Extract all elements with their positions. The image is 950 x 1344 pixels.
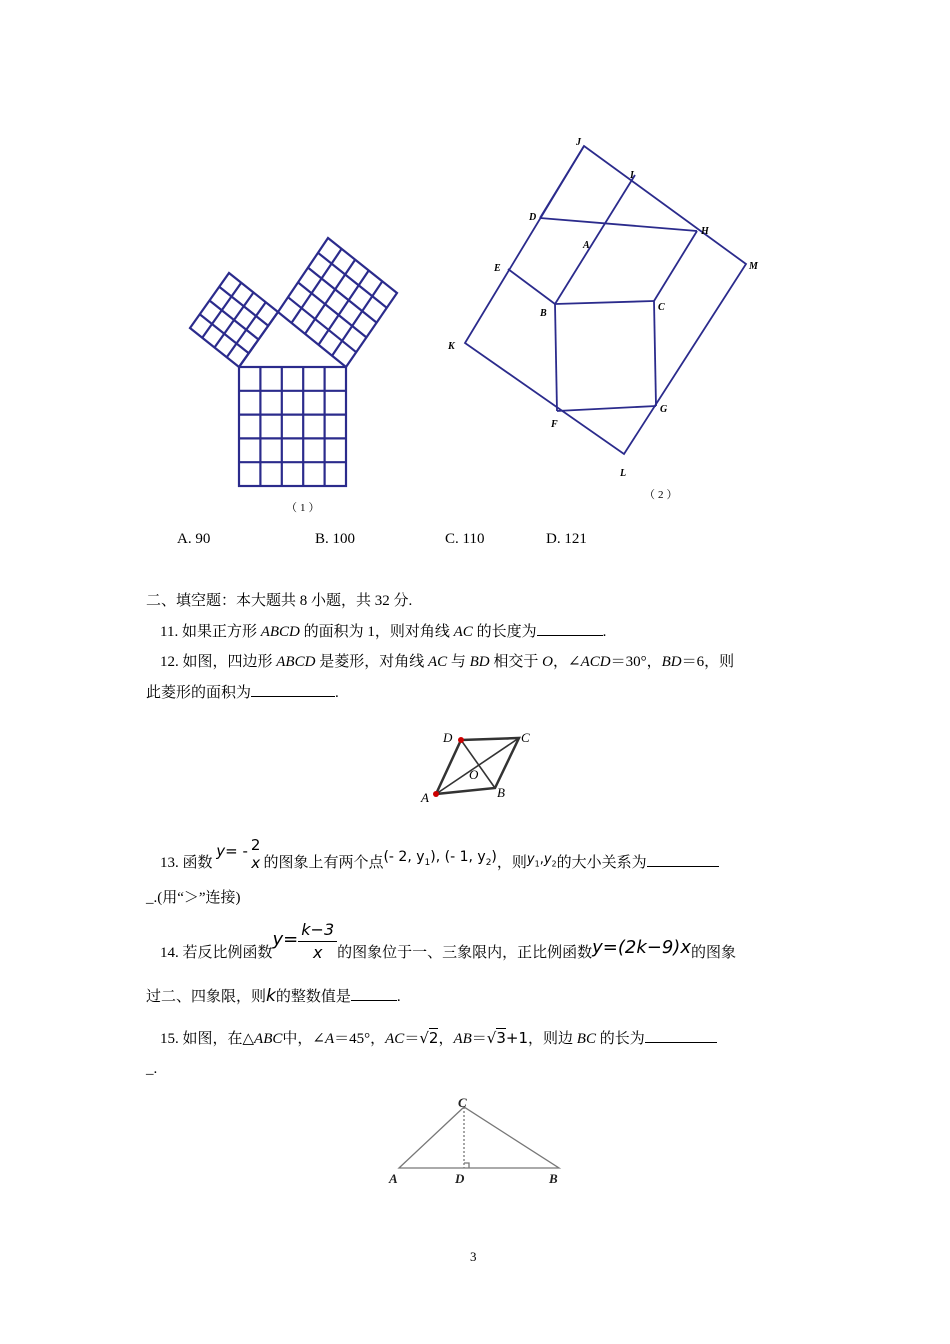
rhombus-label-b: B [497, 785, 505, 800]
figure-1-caption: （1） [286, 502, 323, 514]
label-a: A [583, 240, 590, 251]
question-13: 13. 函数 y= - 2 x 的图象上有两个点(- 2, $y_1$), (- 1, $y_2$)，则$y_1,y_2$的大小关系为 [146, 842, 825, 884]
triangle-label-c: C [458, 1095, 467, 1110]
label-g: G [660, 404, 668, 415]
question-13-line-2: _.(用“＞”连接) [146, 890, 241, 906]
label-b: B [540, 308, 547, 319]
rhombus-label-c: C [521, 730, 530, 745]
option-a: A. 90 [177, 531, 211, 547]
label-c: C [658, 302, 665, 313]
label-m: M [749, 261, 758, 272]
triangle-label-b: B [549, 1171, 558, 1186]
triangle-label-d: D [455, 1171, 465, 1186]
question-14-line-2: 过二、四象限，则k的整数值是 . [146, 986, 401, 1006]
answer-blank-12[interactable] [251, 682, 335, 697]
answer-blank-15[interactable] [645, 1028, 717, 1043]
option-c: C. 110 [445, 531, 485, 547]
figure-1-grid-squares [180, 230, 410, 530]
triangle-figure [380, 1090, 580, 1190]
label-f: F [551, 419, 558, 430]
question-12-line-2: 此菱形的面积为 . [146, 682, 811, 704]
label-l: L [620, 468, 627, 479]
label-d: D [529, 212, 537, 223]
question-12: 12. 如图，四边形 ABCD 是菱形，对角线 AC 与 BD 相交于 O，∠ACD＝30°，BD＝6，则 [160, 654, 735, 670]
fraction-k-minus-3-over-x: $\frac{k-3}{x}$ [298, 919, 337, 964]
answer-blank-14[interactable] [351, 986, 397, 1001]
answer-blank-11[interactable] [537, 621, 603, 636]
label-j: J [576, 137, 581, 148]
section-2-heading: 二、填空题：本大题共 8 小题，共 32 分. [146, 593, 413, 609]
label-h: H [701, 226, 709, 237]
page-number: 3 [470, 1249, 477, 1264]
label-i: I [630, 170, 634, 181]
fraction-2-over-x: 2 x [250, 835, 261, 872]
label-e: E [494, 263, 501, 274]
option-b: B. 100 [315, 531, 356, 547]
figure-2-pythagoras-squares [440, 130, 770, 480]
figure-2-caption: （2） [644, 489, 681, 501]
question-14: 14. 若反比例函数y= $\frac{k-3}{x}$ 的图象位于一、三象限内，正比例函数y=(2k−9)x的图象 [160, 920, 736, 963]
question-15: 15. 如图，在△ABC中，∠A＝45°，AC＝√2，AB＝√3+1，则边 BC 的长为 [146, 1027, 825, 1050]
option-d: D. 121 [546, 531, 587, 547]
rhombus-label-a: A [421, 790, 429, 805]
answer-blank-13[interactable] [647, 852, 719, 867]
rhombus-figure [415, 725, 545, 810]
rhombus-label-d: D [443, 730, 453, 745]
rhombus-label-o: O [469, 767, 479, 782]
triangle-label-a: A [389, 1171, 398, 1186]
label-k: K [448, 341, 455, 352]
question-15-line-2: _. [146, 1061, 158, 1077]
question-11: 11. 如果正方形 ABCD 的面积为 1，则对角线 AC 的长度为 . [146, 621, 825, 643]
